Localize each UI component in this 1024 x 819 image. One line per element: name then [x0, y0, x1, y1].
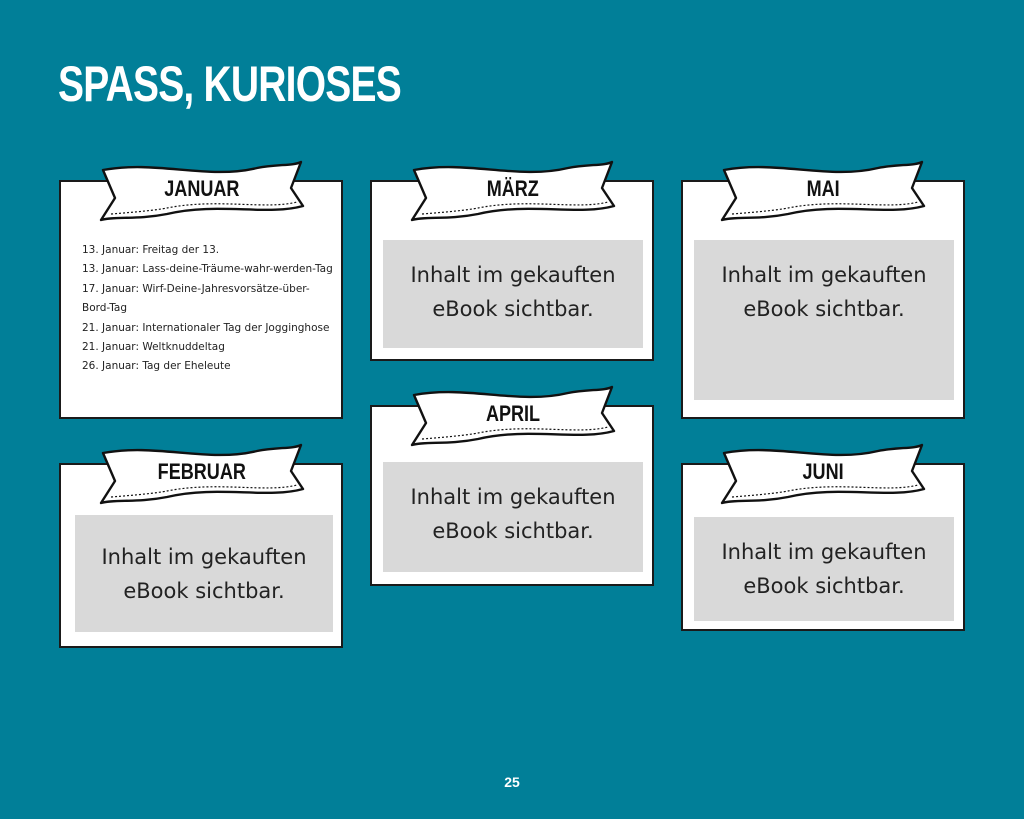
list-item: 13. Januar: Lass-deine-Träume-wahr-werden-Tag	[82, 263, 333, 276]
banner-maerz	[408, 158, 618, 224]
card-title-maerz: MÄRZ	[486, 176, 540, 201]
card-title-januar: JANUAR	[164, 176, 240, 201]
locked-content-text: Inhalt im gekauften	[410, 485, 616, 509]
locked-content-text: eBook sichtbar.	[123, 578, 285, 603]
locked-content-box	[694, 517, 954, 621]
locked-content-text: eBook sichtbar.	[432, 519, 594, 543]
card-title-april: APRIL	[485, 401, 541, 426]
locked-content-text: Inhalt im gekauften	[101, 544, 307, 569]
card-title-februar: FEBRUAR	[157, 459, 247, 484]
card-title-mai: MAI	[806, 176, 840, 201]
banner-april	[408, 383, 618, 449]
page-title: SPASS, KURIOSES	[58, 56, 402, 112]
locked-content-text: eBook sichtbar.	[432, 297, 594, 321]
event-list-januar	[82, 241, 342, 377]
locked-content-text: Inhalt im gekauften	[721, 540, 927, 564]
list-item: 21. Januar: Weltknuddeltag	[82, 341, 225, 354]
list-item: 26. Januar: Tag der Eheleute	[82, 360, 231, 373]
banner-juni	[718, 441, 928, 507]
card-title-juni: JUNI	[802, 459, 844, 484]
banner-februar	[97, 441, 307, 507]
list-item: 13. Januar: Freitag der 13.	[82, 244, 220, 256]
locked-content-text: eBook sichtbar.	[743, 574, 905, 598]
list-item: 17. Januar: Wirf-Deine-Jahresvorsätze-über-	[82, 282, 310, 295]
locked-content-text: Inhalt im gekauften	[721, 263, 927, 287]
locked-content-box	[694, 240, 954, 400]
locked-content-box	[383, 240, 643, 348]
page-number: 25	[504, 774, 520, 790]
locked-content-text: Inhalt im gekauften	[410, 263, 616, 287]
locked-content-box	[75, 515, 333, 632]
banner-mai	[718, 158, 928, 224]
list-item: Bord-Tag	[82, 302, 128, 315]
locked-content-box	[383, 462, 643, 572]
list-item: 21. Januar: Internationaler Tag der Jogginghose	[82, 321, 330, 334]
banner-januar	[97, 158, 307, 224]
locked-content-text: eBook sichtbar.	[743, 297, 905, 321]
